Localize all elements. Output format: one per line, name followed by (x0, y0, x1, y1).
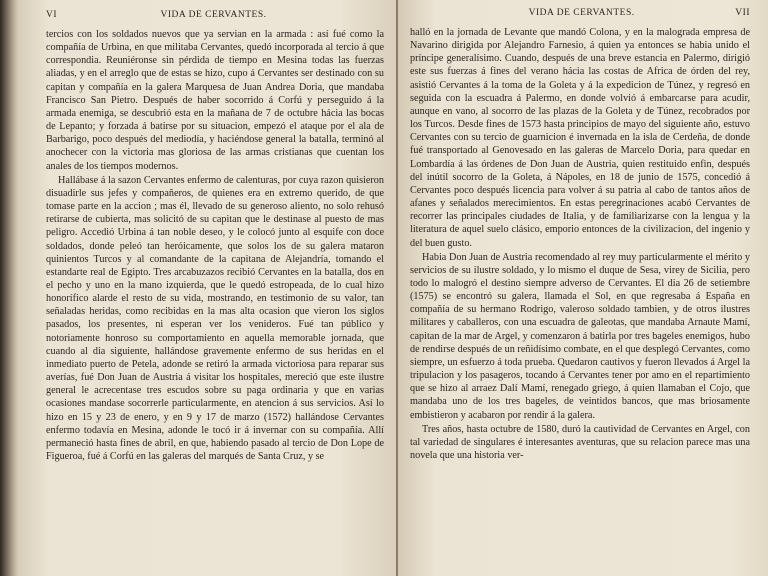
left-page-number: VI (46, 10, 58, 20)
book-edge (0, 0, 18, 576)
paragraph: Habia Don Juan de Austria recomendado al rey muy particularmente el mérito y servicios de su ilustre soldado, y lo mismo el duque de Sesa, virey de Sicilia, pero todo lo malogró el destino siempre adverso de Cervantes. El dia 26 de setiembre (1575) se encontró su galera, llamada el Sol, en que regresaba á España en compañía de su hermano Rodrigo, valeroso soldado tambien, y de otros ilustres militares y caballeros, con una escuadra de galeotas, que mandaba Arnaute Mamí, capitan de la mar de Argel, y comenzaron á batirla por tres bageles enemigos, hubo de rendirse después de un reñidísimo combate, en el que desplegó Cervantes, como siempre, un esfuerzo á toda prueba. Quedaron cautivos y fueron llevados á Argel la tripulacion y los pasageros, tocando á Cervantes tener por amo en el repartimiento que se hizo al arraez Dalí Mamí, renegado griego, á quien llamaban el Cojo, que mandaba uno de los tres bageles, de veintidos bancos, que mas briosamente embistieron y acabaron por rendir á la galera. (410, 251, 750, 421)
paragraph: tercios con los soldados nuevos que ya servian en la armada : así fué como la compañía de Urbina, en que militaba Cervantes, quedó incorporada al tercio á que correspondia. Reuniéronse sin pérdida de tiempo en Mesina todas las fuerzas aliadas, y en el arreglo que de estas se hizo, cupo á Cervantes ser destinado con su capitan y compañía en la galera Marquesa de Juan Andrea Doria, que mandaba Francisco San Pietro. Después de haber socorrido á Corfú y perseguido á la armada enemiga, se descubrió esta en la mañana de 7 de octubre hácia las bocas de Lepanto; y forzada á batirse por su situacion, empezó el ataque por el ala de Barbarigo, poco después del mediodía, y haciéndose general la batalla, terminó al anochecer con la victoria mas gloriosa de las armas cristianas que cuentan los anales de los tiempos modernos. (46, 29, 384, 172)
left-page-body (46, 28, 384, 463)
right-page (398, 0, 768, 576)
right-page-body (410, 26, 750, 462)
paragraph: Tres años, hasta octubre de 1580, duró la cautividad de Cervantes en Argel, con tal variedad de singulares é interesantes aventuras, que su relacion parece mas una novela que una historia ver- (410, 423, 750, 461)
paragraph: halló en la jornada de Levante que mandó Colona, y en la malograda empresa de Navarino dirigida por Alejandro Farnesio, á quien ya entonces se habia unido el príncipe generalísimo. Cuando, después de una breve estancia en Palermo, dirigió este sus fuerzas á fines del verano hácia las costas de Africa de órden del rey, asistió Cervantes á la toma de la Goleta y á la expedicion de Túnez, y regresó en seguida con la escuadra á Palermo, en donde volvió á embarcarse para acudir, aunque en vano, al socorro de las plazas de la Goleta y de Túnez, recobrados por los Turcos. Desde fines de 1573 hasta principios de mayo del siguiente año, estuvo Cervantes con su tercio de guarnicion é invernada en la isla de Cerdeña, de donde fué transportado al Genovesado en las galeras de Marcelo Doria, para quedar en Lombardía á las órdenes de Don Juan de Austria, quien restituido enfin, después del inútil socorro de la Goleta, á Nápoles, en 18 de junio de 1575, concedió á Cervantes poco después licencia para volver á su patria al cabo de tantos años de afanes y señalados merecimientos. En estas peregrinaciones acabó Cervantes de recorrer las principales ciudades de Italia, y de familiarizarse con la lengua y la literatura de aquel suelo clásico, emporio entonces de la civilizacion, del ingenio y del buen gusto. (410, 27, 750, 249)
right-running-head: VIDA DE CERVANTES. (528, 8, 635, 18)
left-page (18, 0, 396, 576)
left-running-head: VIDA DE CERVANTES. (160, 10, 267, 20)
paragraph: Hallábase á la sazon Cervantes enfermo de calenturas, por cuya razon quisieron disuadirle sus jefes y compañeros, de quienes era en extremo querido, de que tomase parte en la accion ; mas él, llevado de su generoso aliento, no solo rehusó retirarse de cubierta, mas solicitó de su capitan que le destinase al puesto de mas peligro. Accedió Urbina á tan noble deseo, y le colocó junto al esquife con doce soldados, donde peleó tan heróicamente, que solos los de su galera mataron quinientos Turcos y al comandante de la capitana de Alejandría, tomando el estandarte real de Egipto. Tres arcabuzazos recibió Cervantes en la batalla, dos en el pecho y uno en la mano izquierda, que le quedó estropeada, de lo cual hizo honorífico alarde el resto de su vida, mostrando, en testimonio de su valor, tan señaladas heridas, como recibidas en la mas alta ocasion que vieron los siglos pasados, los presentes, ni esperan ver los venideros. Fué tan público y notoriamente honroso su comportamiento en aquella memorable jornada, que cuando al dia siguiente, hallándose gravemente enfermo de sus heridas en el inmediato puerto de Petela, adonde se retiró la armada victoriosa para reparar sus averías, fué Don Juan de Austria á visitar los hospitales, mereció que este ilustre general le acrecentase tres escudos sobre su paga ordinaria y que en varias ocasiones mandase socorrerle particularmente, en atencion á sus servicios. Así lo hizo en 15 y 23 de enero, y en 9 y 17 de marzo (1572) hallándose Cervantes enfermo todavía en Mesina, adonde le tocó ir á invernar con su compañía. Allí permaneció hasta fines de abril, en que, habiendo pasado al tercio de Don Lope de Figueroa, fué á Corfú en las galeras del marqués de Santa Cruz, y se (46, 174, 384, 462)
right-page-number: VII (735, 8, 750, 18)
right-page-header (410, 8, 750, 20)
left-page-header (46, 10, 384, 22)
